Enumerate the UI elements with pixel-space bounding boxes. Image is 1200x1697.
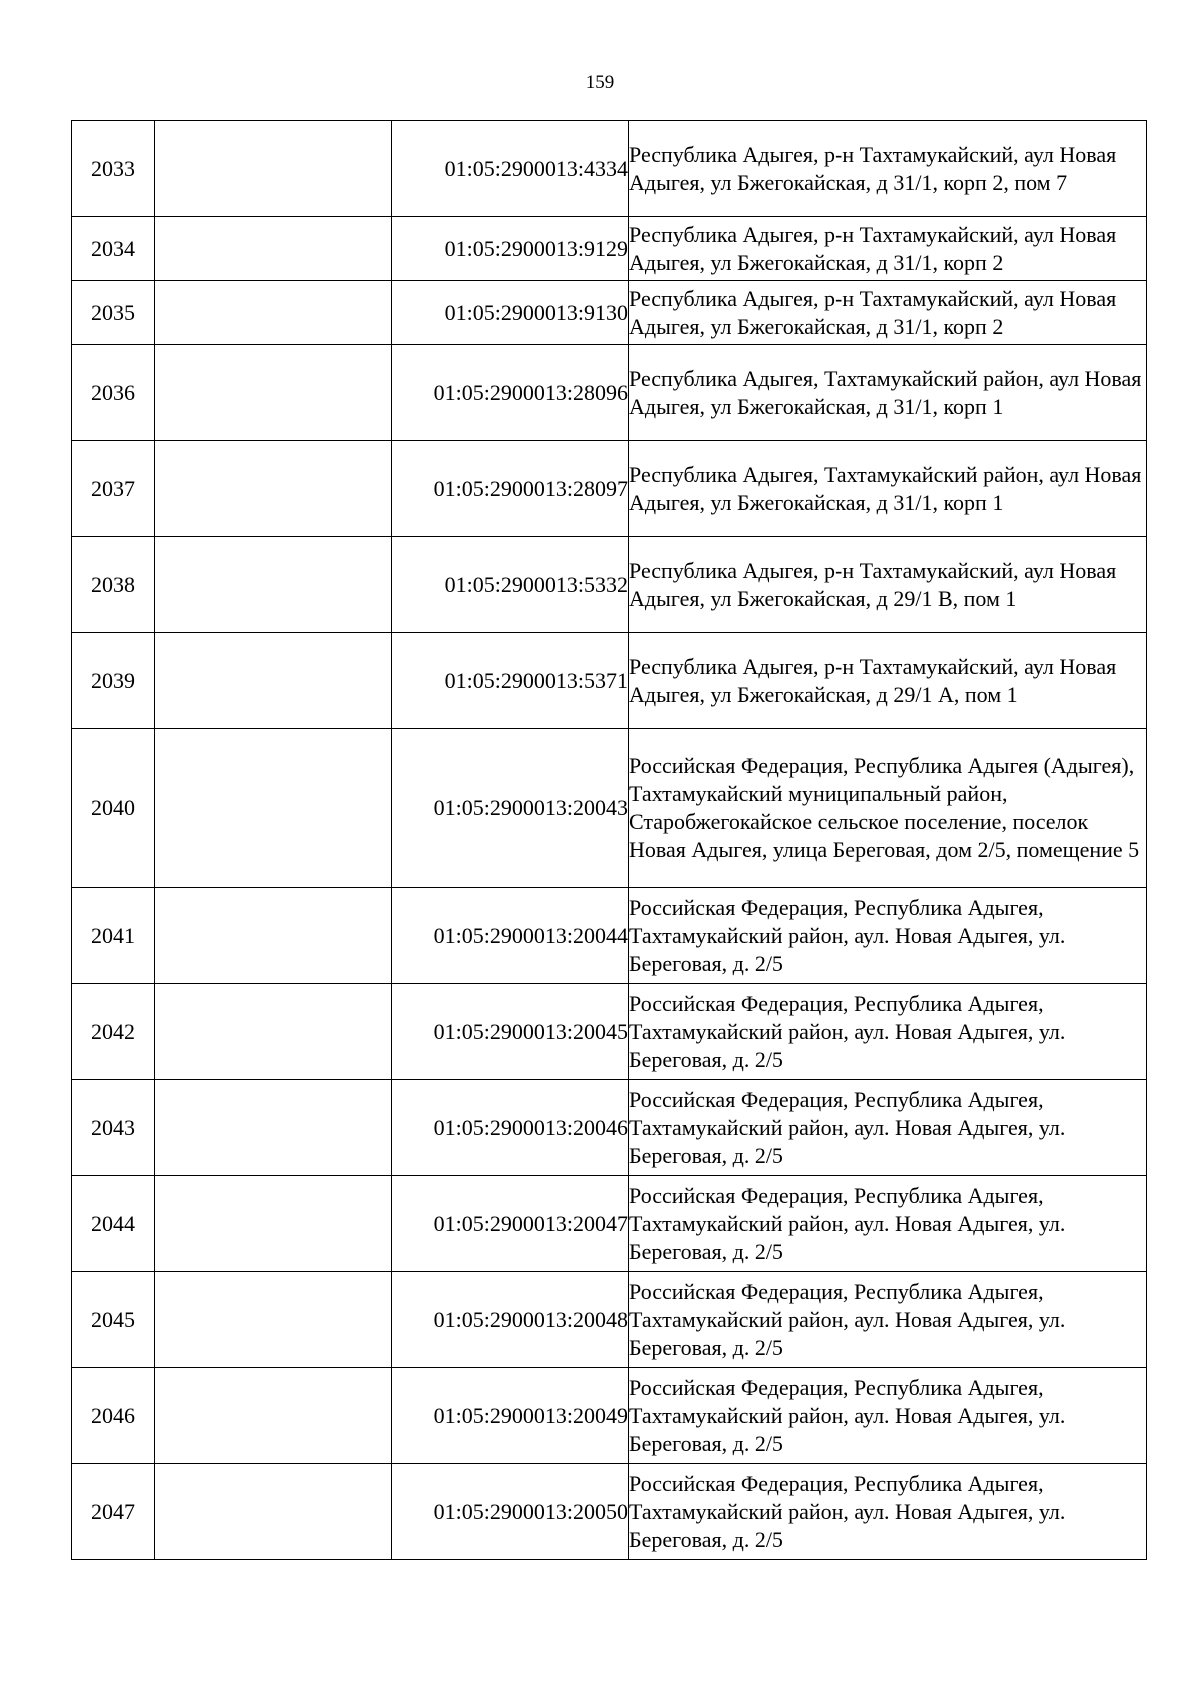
address: Республика Адыгея, р-н Тахтамукайский, аул Новая Адыгея, ул Бжегокайская, д 31/1, корп 2	[629, 281, 1147, 345]
row-number: 2044	[72, 1176, 155, 1272]
row-number: 2045	[72, 1272, 155, 1368]
table-row	[72, 345, 1147, 441]
table-row	[72, 1368, 1147, 1464]
table-row	[72, 281, 1147, 345]
row-number: 2038	[72, 537, 155, 633]
table-row	[72, 1464, 1147, 1560]
owner-cell	[155, 1464, 392, 1560]
address: Республика Адыгея, р-н Тахтамукайский, аул Новая Адыгея, ул Бжегокайская, д 29/1 В, пом 1	[629, 537, 1147, 633]
cadastral-number: 01:05:2900013:20046	[392, 1080, 629, 1176]
row-number: 2043	[72, 1080, 155, 1176]
owner-cell	[155, 633, 392, 729]
cadastral-number: 01:05:2900013:5371	[392, 633, 629, 729]
cadastral-number: 01:05:2900013:9130	[392, 281, 629, 345]
row-number: 2039	[72, 633, 155, 729]
cadastral-number: 01:05:2900013:20048	[392, 1272, 629, 1368]
row-number: 2037	[72, 441, 155, 537]
owner-cell	[155, 217, 392, 281]
cadastral-number: 01:05:2900013:28097	[392, 441, 629, 537]
row-number: 2033	[72, 121, 155, 217]
address: Российская Федерация, Республика Адыгея, Тахтамукайский район, аул. Новая Адыгея, ул. Береговая, д. 2/5	[629, 1272, 1147, 1368]
cadastral-number: 01:05:2900013:20044	[392, 888, 629, 984]
address: Российская Федерация, Республика Адыгея, Тахтамукайский район, аул. Новая Адыгея, ул. Береговая, д. 2/5	[629, 984, 1147, 1080]
owner-cell	[155, 1272, 392, 1368]
table-row	[72, 441, 1147, 537]
cadastral-number: 01:05:2900013:9129	[392, 217, 629, 281]
row-number: 2034	[72, 217, 155, 281]
table-row	[72, 633, 1147, 729]
address: Республика Адыгея, Тахтамукайский район, аул Новая Адыгея, ул Бжегокайская, д 31/1, корп 1	[629, 441, 1147, 537]
address: Российская Федерация, Республика Адыгея, Тахтамукайский район, аул. Новая Адыгея, ул. Береговая, д. 2/5	[629, 1368, 1147, 1464]
owner-cell	[155, 441, 392, 537]
row-number: 2041	[72, 888, 155, 984]
table-row	[72, 1272, 1147, 1368]
owner-cell	[155, 888, 392, 984]
table-row	[72, 1176, 1147, 1272]
owner-cell	[155, 1176, 392, 1272]
page-number: 159	[585, 72, 615, 93]
row-number: 2035	[72, 281, 155, 345]
table-row	[72, 1080, 1147, 1176]
cadastral-number: 01:05:2900013:5332	[392, 537, 629, 633]
row-number: 2042	[72, 984, 155, 1080]
cadastral-number: 01:05:2900013:20047	[392, 1176, 629, 1272]
address: Российская Федерация, Республика Адыгея, Тахтамукайский район, аул. Новая Адыгея, ул. Береговая, д. 2/5	[629, 1080, 1147, 1176]
owner-cell	[155, 1080, 392, 1176]
cadastral-number: 01:05:2900013:20049	[392, 1368, 629, 1464]
address: Российская Федерация, Республика Адыгея, Тахтамукайский район, аул. Новая Адыгея, ул. Береговая, д. 2/5	[629, 1464, 1147, 1560]
cadastral-number: 01:05:2900013:20045	[392, 984, 629, 1080]
row-number: 2047	[72, 1464, 155, 1560]
owner-cell	[155, 281, 392, 345]
owner-cell	[155, 121, 392, 217]
table-row	[72, 217, 1147, 281]
table-row	[72, 729, 1147, 888]
cadastral-number: 01:05:2900013:4334	[392, 121, 629, 217]
owner-cell	[155, 729, 392, 888]
owner-cell	[155, 537, 392, 633]
property-registry-table	[71, 120, 1147, 1560]
address: Республика Адыгея, р-н Тахтамукайский, аул Новая Адыгея, ул Бжегокайская, д 31/1, корп 2	[629, 217, 1147, 281]
row-number: 2040	[72, 729, 155, 888]
owner-cell	[155, 345, 392, 441]
address: Республика Адыгея, Тахтамукайский район, аул Новая Адыгея, ул Бжегокайская, д 31/1, корп 1	[629, 345, 1147, 441]
address: Республика Адыгея, р-н Тахтамукайский, аул Новая Адыгея, ул Бжегокайская, д 31/1, корп 2, пом 7	[629, 121, 1147, 217]
cadastral-number: 01:05:2900013:20050	[392, 1464, 629, 1560]
address: Российская Федерация, Республика Адыгея, Тахтамукайский район, аул. Новая Адыгея, ул. Береговая, д. 2/5	[629, 1176, 1147, 1272]
cadastral-number: 01:05:2900013:20043	[392, 729, 629, 888]
table-row	[72, 888, 1147, 984]
address: Республика Адыгея, р-н Тахтамукайский, аул Новая Адыгея, ул Бжегокайская, д 29/1 А, пом 1	[629, 633, 1147, 729]
row-number: 2036	[72, 345, 155, 441]
row-number: 2046	[72, 1368, 155, 1464]
table-row	[72, 537, 1147, 633]
cadastral-number: 01:05:2900013:28096	[392, 345, 629, 441]
address: Российская Федерация, Республика Адыгея, Тахтамукайский район, аул. Новая Адыгея, ул. Береговая, д. 2/5	[629, 888, 1147, 984]
table-row	[72, 121, 1147, 217]
table-row	[72, 984, 1147, 1080]
owner-cell	[155, 984, 392, 1080]
address: Российская Федерация, Республика Адыгея (Адыгея), Тахтамукайский муниципальный район, Старобжегокайское сельское поселение, поселок Новая Адыгея, улица Береговая, дом 2/5, помещение 5	[629, 729, 1147, 888]
owner-cell	[155, 1368, 392, 1464]
